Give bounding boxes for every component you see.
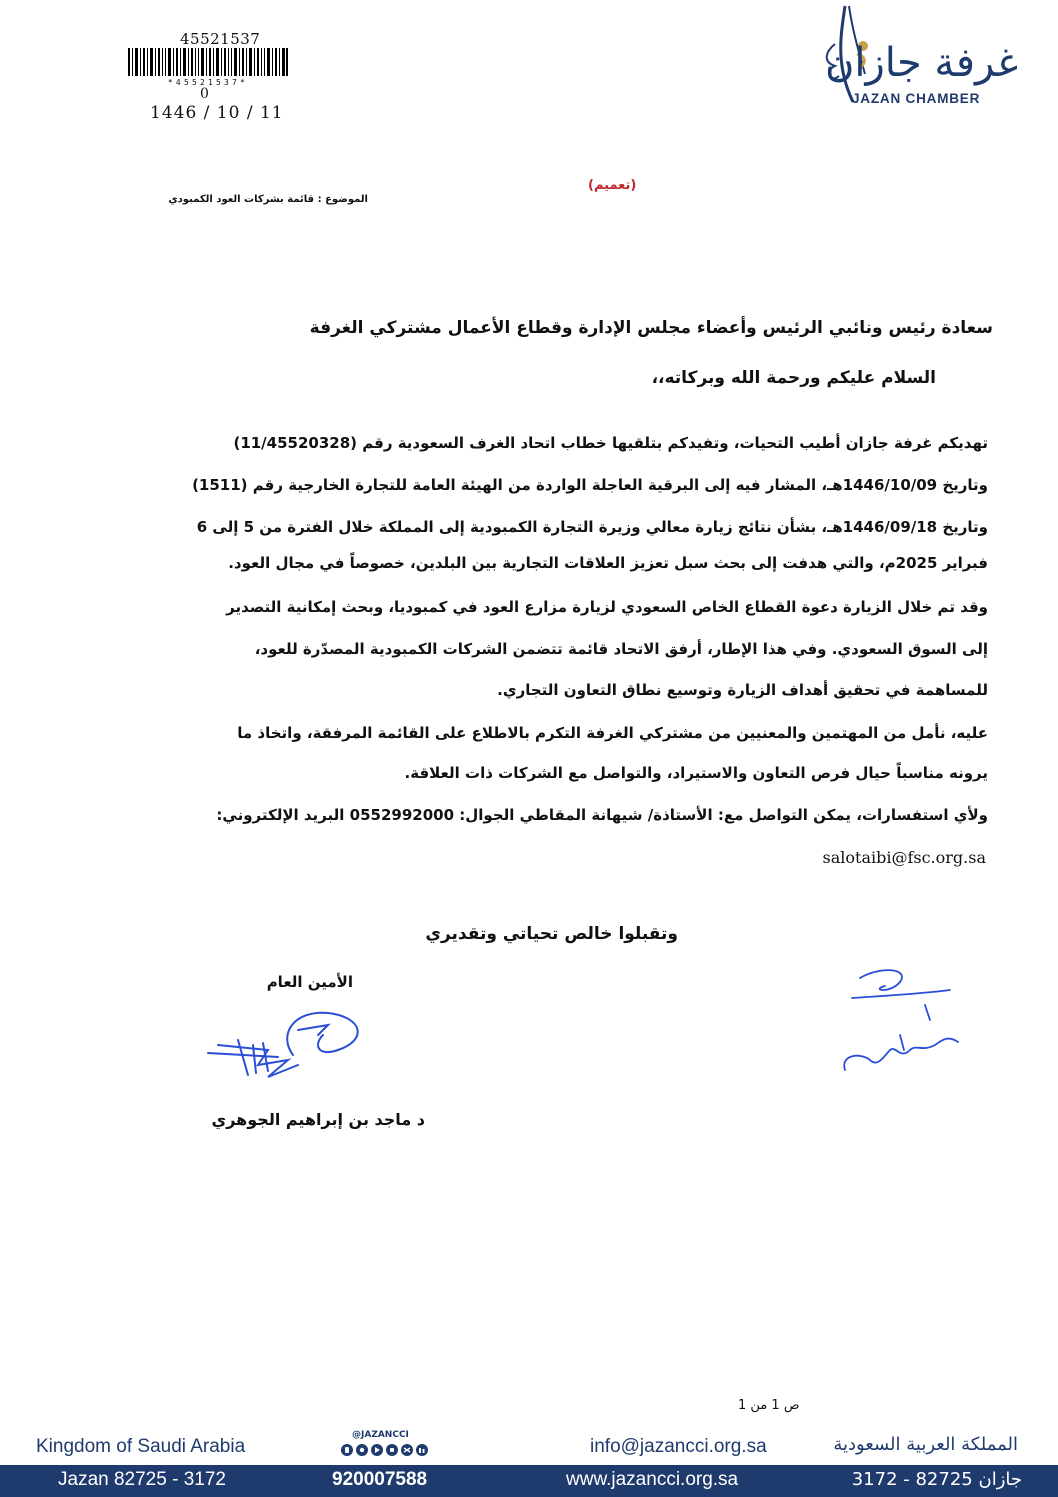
body-line: ولأي استفسارات، يمكن التواصل مع: الأستاذة/ شيهانة المقاطي الجوال: 0552992000 البريد الإلكتروني: — [216, 806, 988, 824]
contact-email[interactable]: salotaibi@fsc.org.sa — [822, 848, 986, 867]
footer-postal-en: Jazan 82725 - 3172 — [58, 1469, 226, 1490]
barcode — [128, 48, 288, 76]
barcode-digits: *45521537* — [167, 78, 249, 87]
addressee: سعادة رئيس ونائبي الرئيس وأعضاء مجلس الإدارة وقطاع الأعمال مشتركي الغرفة — [309, 318, 993, 338]
body-line: وقد تم خلال الزيارة دعوة القطاع الخاص السعودي لزيارة مزارع العود في كمبوديا، وبحث إمكانية التصدير — [226, 598, 988, 616]
body-line: يرونه مناسباً حيال فرص التعاون والاستيراد، والتواصل مع الشركات ذات العلاقة. — [404, 764, 988, 782]
footer-email[interactable]: info@jazancci.org.sa — [590, 1436, 767, 1457]
body-line: إلى السوق السعودي. وفي هذا الإطار، أرفق الاتحاد قائمة تتضمن الشركات الكمبودية المصدّرة للعود، — [254, 640, 988, 658]
footer-country-ar: المملكة العربية السعودية — [833, 1434, 1018, 1455]
body-line: فبراير 2025م، والتي هدفت إلى بحث سبل تعزيز العلاقات التجارية بين البلدين، خصوصاً في مجال العود. — [228, 554, 988, 572]
body-line: وتاريخ 1446/10/09هـ، المشار فيه إلى البرقية العاجلة الواردة من الهيئة العامة للتجارة الخارجية رقم (1511) — [192, 476, 988, 494]
hijri-date: 1446 / 10 / 11 — [150, 103, 284, 123]
footer-social-handle[interactable]: @JAZANCCI — [352, 1430, 409, 1440]
signature-secretary-general — [198, 1005, 378, 1095]
body-line: وتاريخ 1446/09/18هـ، بشأن نتائج زيارة معالي وزيرة التجارة الكمبودية إلى المملكة خلال الفترة من 5 إلى 6 — [196, 518, 988, 536]
circular-tag: (تعميم) — [588, 178, 637, 193]
body-line: عليه، نأمل من المهتمين والمعنيين من مشتركي الغرفة التكرم بالاطلاع على القائمة المرفقة، واتخاذ ما — [237, 724, 988, 742]
body-line: للمساهمة في تحقيق أهداف الزيارة وتوسيع نطاق التعاون التجاري. — [497, 681, 988, 699]
reference-number: 45521537 — [180, 30, 261, 48]
subject-line: الموضوع : قائمة بشركات العود الكمبودي — [168, 194, 368, 205]
footer-phone[interactable]: 920007588 — [332, 1469, 428, 1490]
body-line: تهديكم غرفة جازان أطيب التحيات، وتفيدكم بتلقيها خطاب اتحاد الغرف السعودية رقم (11/45520328) — [233, 434, 988, 452]
logo-english-text: JAZAN CHAMBER — [852, 91, 981, 106]
signature-initials — [830, 960, 980, 1080]
footer-website[interactable]: www.jazancci.org.sa — [566, 1469, 739, 1490]
signatory-title: الأمين العام — [266, 973, 353, 991]
footer-postal-ar: جازان 82725 - 3172 — [851, 1469, 1022, 1490]
social-media-icons[interactable] — [340, 1443, 440, 1457]
page-number: ص 1 من 1 — [738, 1398, 800, 1413]
greeting: السلام عليكم ورحمة الله وبركاته،، — [651, 368, 936, 388]
closing-line: وتقبلوا خالص تحياتي وتقديري — [425, 924, 678, 944]
signatory-name: د ماجد بن إبراهيم الجوهري — [211, 1110, 425, 1129]
footer-country-en: Kingdom of Saudi Arabia — [36, 1436, 246, 1457]
logo-arabic-text: غرفة جازان — [825, 40, 1018, 86]
attachments-count: 0 — [200, 86, 209, 102]
